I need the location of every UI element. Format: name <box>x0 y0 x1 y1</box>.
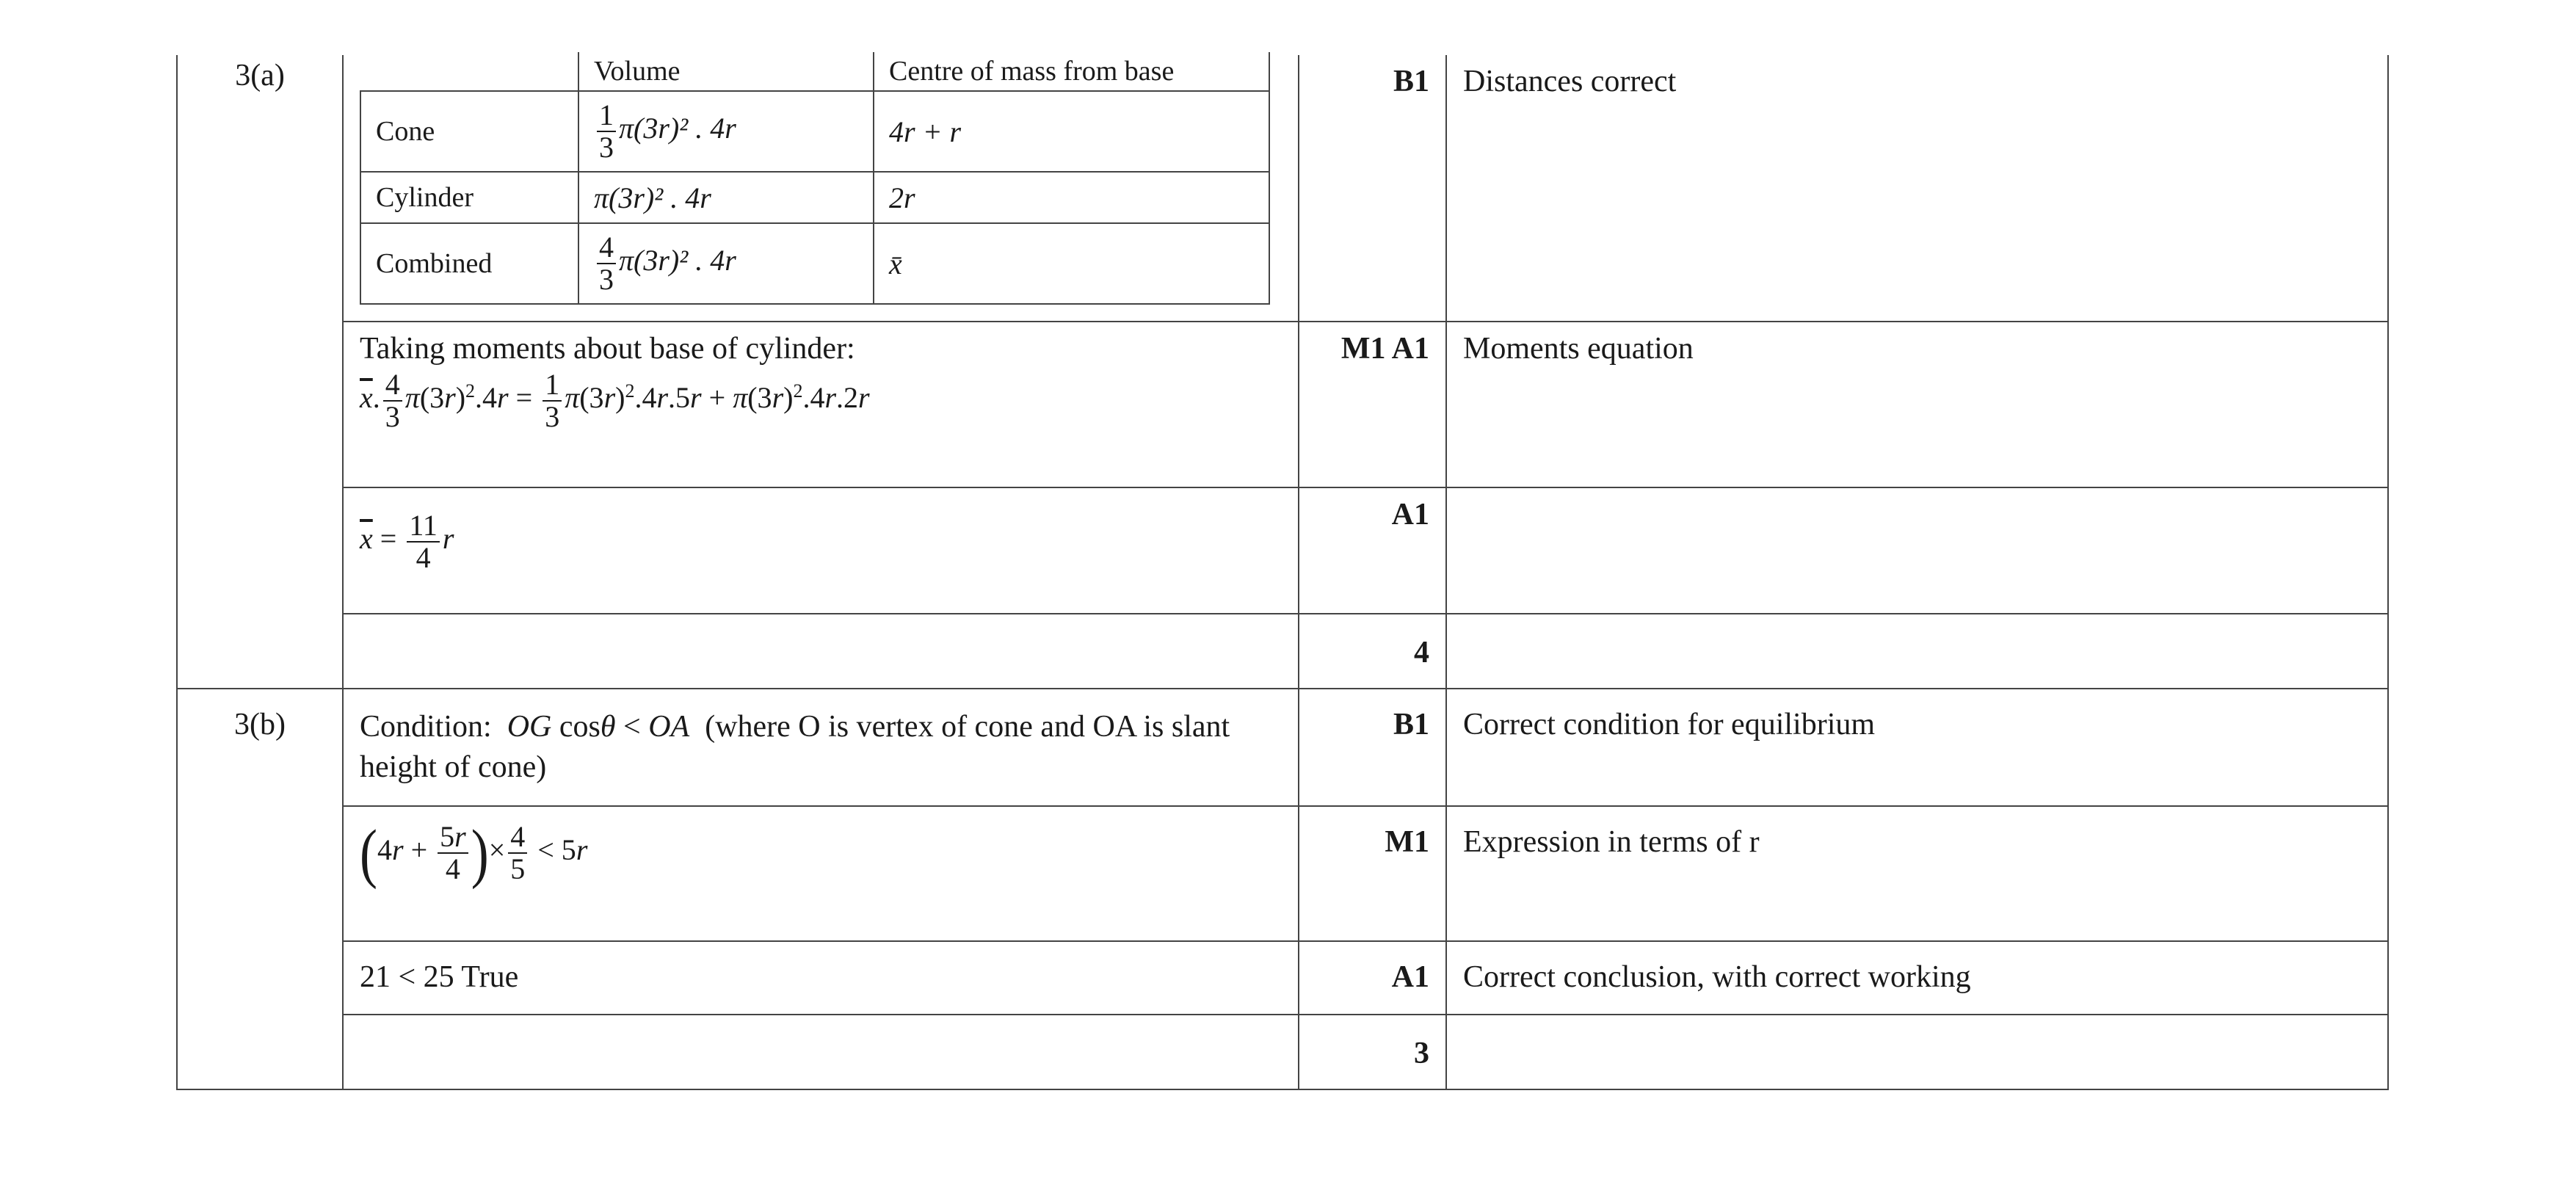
volume-centre-table <box>360 52 1270 305</box>
row-3b-total <box>177 1015 2388 1089</box>
guidance-conclusion: Correct conclusion, with correct working <box>1446 941 2388 1015</box>
header-centre-of-mass: Centre of mass from base <box>874 52 1269 91</box>
row-3a-table <box>177 55 2388 322</box>
combined-volume: $\frac{4}{3}$ π(3r)² . 4r <box>578 223 874 304</box>
condition-cell: Condition: OG cosθ < OA (where O is vertex of cone and OA is slant height of cone) <box>343 689 1299 806</box>
row-3b-conclusion <box>177 941 2388 1015</box>
cone-centre: 4r + r <box>874 91 1269 172</box>
inner-row-cone <box>360 91 1269 172</box>
mark-m1: M1 <box>1299 806 1446 941</box>
cone-volume: $\frac{1}{3}$ π(3r)² . 4r <box>578 91 874 172</box>
moments-intro: Taking moments about base of cylinder: <box>360 332 855 366</box>
condition-note: (where O is vertex of cone and OA is slant height of cone) <box>360 710 1230 784</box>
row-3a-moments <box>177 322 2388 487</box>
row-3b-expression <box>177 806 2388 941</box>
header-volume: Volume <box>578 52 874 91</box>
answer-cell <box>343 55 1299 322</box>
mark-a1: A1 <box>1299 487 1446 614</box>
mark-a1: A1 <box>1299 941 1446 1015</box>
conclusion-cell: 21 < 25 True <box>343 941 1299 1015</box>
row-3a-answer <box>177 487 2388 614</box>
row-3b-condition <box>177 689 2388 806</box>
inner-header-row <box>360 52 1269 91</box>
row-label: Cone <box>360 91 578 172</box>
row-label: Cylinder <box>360 172 578 223</box>
mark-scheme-table <box>176 55 2389 1090</box>
question-label-3a: 3(a) <box>177 55 343 689</box>
row-3a-total <box>177 614 2388 689</box>
inner-row-combined <box>360 223 1269 304</box>
guidance-condition: Correct condition for equilibrium <box>1446 689 2388 806</box>
cylinder-volume: π(3r)² . 4r <box>578 172 874 223</box>
row-label: Combined <box>360 223 578 304</box>
total-marks-3b: 3 <box>1299 1015 1446 1089</box>
moments-equation: $\overline{x}$. $\frac{4}{3}$ $\pi(3r)^2.4r$ = $\frac{1}{3}$ $\pi(3r)^2.4r.5r + \pi(3r)^2.4r.2r$ <box>360 368 870 433</box>
combined-centre: x̄ <box>874 223 1269 304</box>
expression-cell: (4r + $\frac{5r}{4}$ )× $\frac{4}{5}$ < 5r <box>343 806 1299 941</box>
mark-b1: B1 <box>1299 689 1446 806</box>
answer-xbar: $\overline{x}$ = $\frac{11}{4}$ r <box>343 487 1299 614</box>
answer-cell <box>343 322 1299 487</box>
guidance-distances: Distances correct <box>1446 55 2388 322</box>
guidance-empty <box>1446 487 2388 614</box>
guidance-expression: Expression in terms of r <box>1446 806 2388 941</box>
inner-row-cylinder <box>360 172 1269 223</box>
total-marks-3a: 4 <box>1299 614 1446 689</box>
guidance-moments: Moments equation <box>1446 322 2388 487</box>
mark-m1a1: M1 A1 <box>1299 322 1446 487</box>
cylinder-centre: 2r <box>874 172 1269 223</box>
question-label-3b: 3(b) <box>177 689 343 1089</box>
mark-b1: B1 <box>1299 55 1446 322</box>
